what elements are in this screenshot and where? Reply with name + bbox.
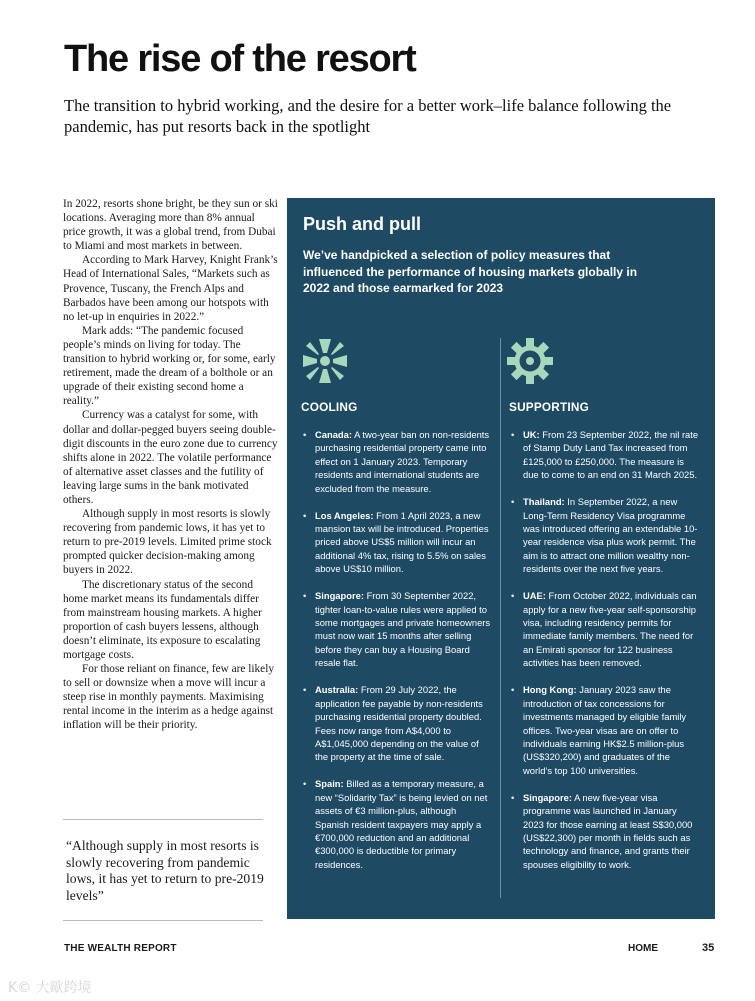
item-text: From 1 April 2023, a new mansion tax will be introduced. Properties priced above US$5 million will incur an additional 4% tax, rising to 5.5% on sales above US$10 million. <box>315 509 489 575</box>
item-place: Spain: <box>315 778 344 790</box>
list-item <box>509 589 699 669</box>
body-paragraph: For those reliant on finance, few are likely to sell or downsize when a move will incur a steep rise in monthly payments. Maximising rental income in the interim as a hedge against inflation will be their priority. <box>63 663 274 732</box>
item-place: Australia: <box>315 684 359 696</box>
body-paragraph: In 2022, resorts shone bright, be they sun or ski locations. Averaging more than 8% annual price growth, it was a global trend, from Dubai to Miami and most markets in between. <box>63 198 278 253</box>
quote-rule-bottom <box>63 920 263 921</box>
item-text: From 29 July 2022, the application fee payable by non-residents purchasing residential property doubled. Fees now range from A$4,000 to A$1,045,000 depending on the value of the property at the time of sale. <box>315 684 483 763</box>
item-text: In September 2022, a new Long-Term Residency Visa programme was introduced offering an extendable 10-year residence visa plus work permit. The aim is to attract one million wealthy non-residents over the next five years. <box>523 496 698 575</box>
item-text: A two-year ban on non-residents purchasing residential property came into effect on 1 January 2023. Temporary residents and international students are excluded from the measure. <box>315 429 490 494</box>
body-paragraph: The discretionary status of the second home market means its fundamentals differ from mainstream housing markets. A higher proportion of cash buyers lessens, although doesn’t eliminate, its exposure to escalating mortgage costs. <box>63 578 262 661</box>
body-paragraph: According to Mark Harvey, Knight Frank’s Head of International Sales, “Markets such as Provence, Tuscany, the French Alps and Barbados have been among our hotspots with no let-up in enquiries in 2022.” <box>63 254 278 323</box>
panel-title: Push and pull <box>303 214 422 234</box>
list-item <box>301 777 491 871</box>
list-item <box>509 495 699 575</box>
item-text: A new five-year visa programme was launched in January 2023 for those earning at least S$30,000 (US$22,300) per month in fields such as technology and finance, and grants their spouses eligibility to work. <box>523 791 693 870</box>
body-paragraph: Mark adds: “The pandemic focused people’s minds on living for today. The transition to hybrid working or, for some, early retirement, made the dream of a bolthole or an upgrade of their existing second home a reality.” <box>63 324 276 408</box>
page-number: 35 <box>702 942 715 954</box>
item-place: Canada: <box>315 429 352 440</box>
supporting-heading: SUPPORTING <box>509 400 589 414</box>
sun-gear-icon <box>506 337 554 385</box>
supporting-list <box>509 428 699 885</box>
list-item <box>509 791 699 871</box>
column-divider <box>500 338 501 898</box>
item-place: Thailand: <box>523 496 565 508</box>
item-place: UAE: <box>523 590 546 602</box>
item-text: From 30 September 2022, tighter loan-to-value rules were applied to some mortgages and private homeowners must now wait 15 months after selling before they can buy a Housing Board resale flat. <box>315 590 491 669</box>
cooling-list <box>301 428 491 885</box>
list-item <box>509 683 699 777</box>
publication-name: THE WEALTH REPORT <box>64 943 177 954</box>
panel-intro: We’ve handpicked a selection of policy measures that influenced the performance of housing markets globally in 2022 and those earmarked for 2023 <box>303 248 638 295</box>
pull-quote: “Although supply in most resorts is slowly recovering from pandemic lows, it has yet to return to pre-2019 levels” <box>66 838 264 904</box>
body-paragraph: Currency was a catalyst for some, with dollar and dollar-pegged buyers seeing double-digit discounts in the euro zone due to currency shifts alone in 2022. The volatile performance of alternative asset classes and the futility of leaving large sums in the bank motivated others. <box>63 409 278 506</box>
snowflake-fan-icon <box>301 337 349 385</box>
home-link[interactable]: HOME <box>628 943 658 954</box>
list-item <box>301 428 491 495</box>
list-item <box>509 428 699 482</box>
quote-rule-top <box>63 819 263 820</box>
watermark: K© 大歐跨境 <box>8 980 92 996</box>
list-item <box>301 589 491 669</box>
item-place: Singapore: <box>523 791 572 803</box>
item-text: From 23 September 2022, the nil rate of Stamp Duty Land Tax increased from £125,000 to £250,000. The measure is due to come to an end on 31 March 2025. <box>523 429 699 481</box>
item-text: From October 2022, individuals can apply for a new five-year self-sponsorship visa, including residency permits for immediate family members. The need for an Emirati sponsor for 122 business activities has been removed. <box>523 590 697 669</box>
item-text: Billed as a temporary measure, a new “Solidarity Tax” is being levied on net assets of €3 million-plus, although Spanish resident taxpayers may apply a €700,000 reduction and an additional €300,000 is deductible for primary residences. <box>315 778 488 870</box>
item-place: Hong Kong: <box>523 684 577 696</box>
item-place: Los Angeles: <box>315 509 374 521</box>
list-item <box>301 509 491 576</box>
page-subtitle: The transition to hybrid working, and the desire for a better work–life balance following the pandemic, has put resorts back in the spotlight <box>64 96 672 136</box>
body-paragraph: Although supply in most resorts is slowly recovering from pandemic lows, it has yet to return to pre-2019 levels. Limited prime stock prompted quicker decision-making among buyers in 2022. <box>63 508 272 577</box>
item-text: January 2023 saw the introduction of tax concessions for investments managed by eligible family offices. Two-year visas are on offer to individuals earning HK$2.5 million-plus (US$320,200) and graduates of the world’s top 100 universities. <box>523 684 687 776</box>
page-title: The rise of the resort <box>64 38 416 80</box>
item-place: UK: <box>523 429 540 440</box>
cooling-heading: COOLING <box>301 400 358 414</box>
item-place: Singapore: <box>315 590 364 602</box>
article-body <box>63 197 278 733</box>
list-item <box>301 683 491 763</box>
push-and-pull-panel <box>287 198 715 919</box>
